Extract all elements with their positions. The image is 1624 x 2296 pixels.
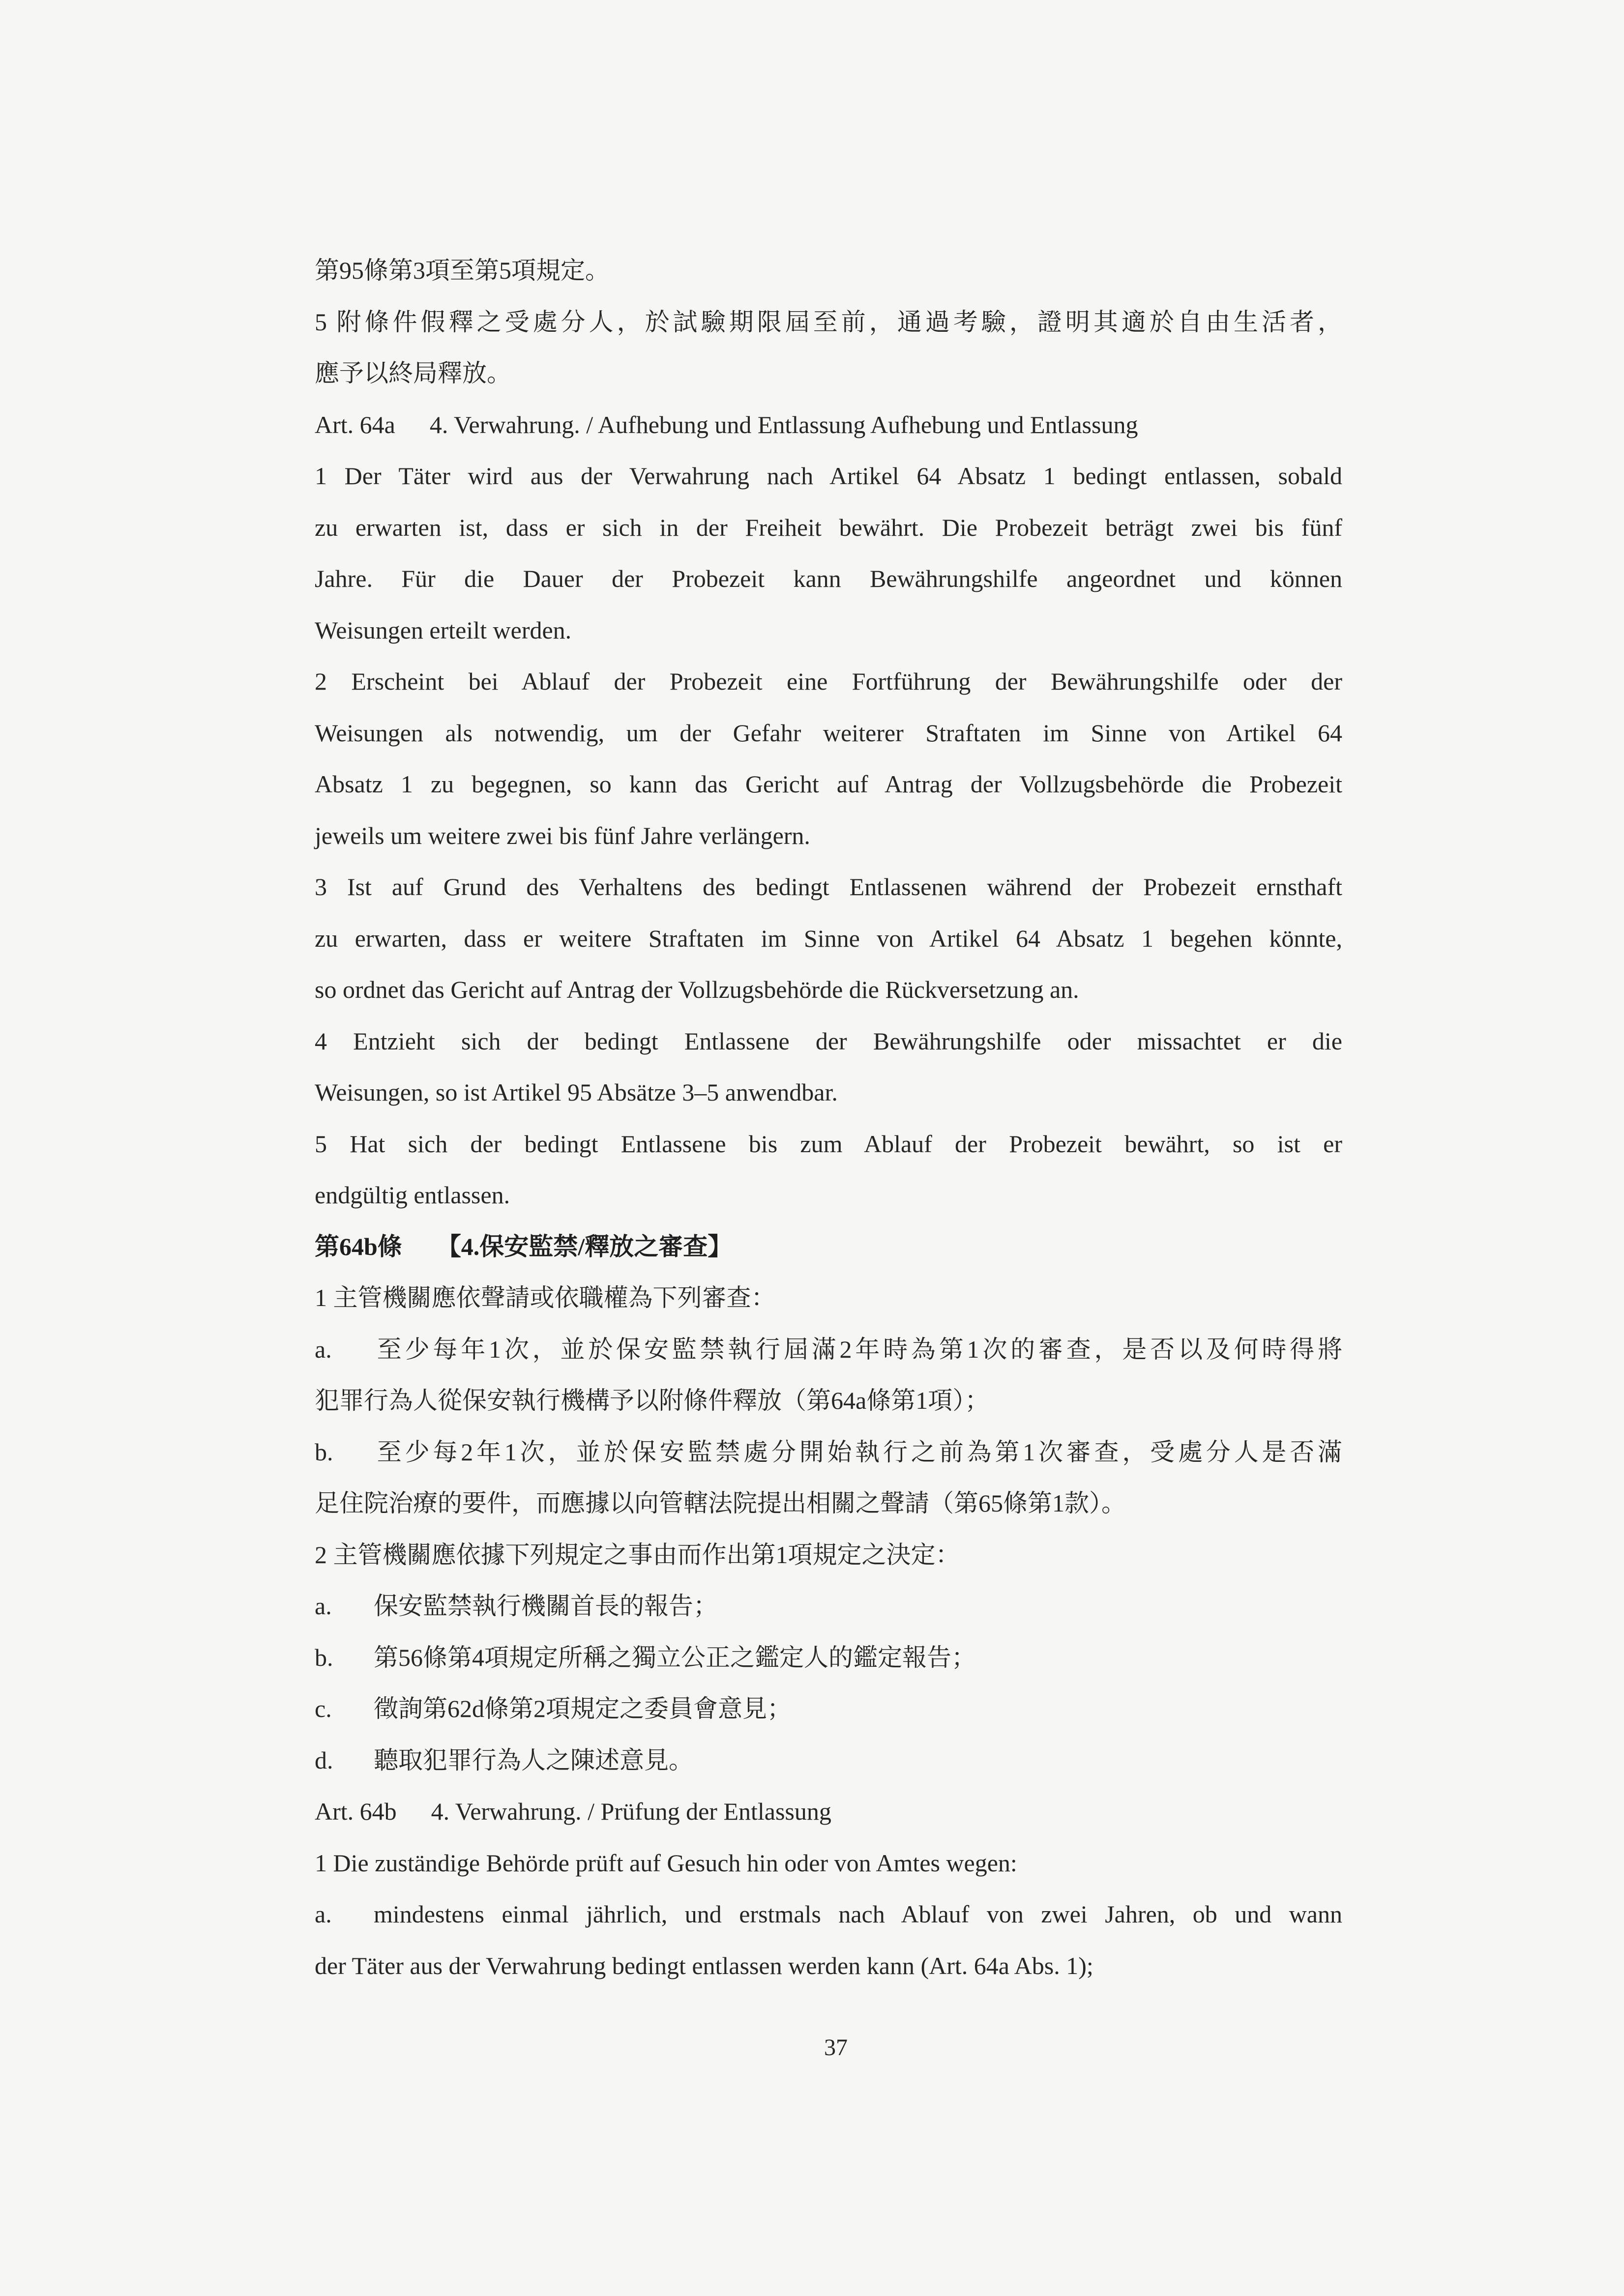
- text-line: 犯罪行為人從保安執行機構予以附條件釋放（第64a條第1項）；: [315, 1387, 990, 1414]
- text-line: 3 Ist auf Grund des Verhaltens des bedingt Entlassenen während der Probezeit ernsthaft: [315, 873, 1342, 901]
- list-item: [315, 1324, 1342, 1375]
- text-line: zu erwarten ist, dass er sich in der Freiheit bewährt. Die Probezeit beträgt zwei bis fünf: [315, 513, 1342, 541]
- list-item: [315, 1580, 1342, 1632]
- text-line: Jahre. Für die Dauer der Probezeit kann Bewährungshilfe angeordnet und können: [315, 565, 1342, 592]
- article-title: 4. Verwahrung. / Aufhebung und Entlassung Aufhebung und Entlassung: [429, 410, 1138, 438]
- text-line: 5 Hat sich der bedingt Entlassene bis zum Ablauf der Probezeit bewährt, so ist er: [315, 1130, 1342, 1158]
- list-item: [315, 1889, 1342, 1940]
- text-line: 1 主管機關應依聲請或依職權為下列審查：: [315, 1284, 776, 1311]
- text-line: 2 主管機關應依據下列規定之事由而作出第1項規定之決定：: [315, 1540, 960, 1569]
- list-item-text: 聽取犯罪行為人之陳述意見。: [374, 1746, 693, 1774]
- article-title: 【4.保安監禁/釋放之審查】: [436, 1232, 733, 1260]
- page-number: 37: [824, 2034, 848, 2061]
- article-title: 4. Verwahrung. / Prüfung der Entlassung: [431, 1798, 831, 1825]
- text-line: Absatz 1 zu begegnen, so kann das Gericht auf Antrag der Vollzugsbehörde die Probezeit: [315, 770, 1342, 798]
- text-line: Weisungen als notwendig, um der Gefahr weiterer Straftaten im Sinne von Artikel 64: [315, 719, 1342, 747]
- article-number: Art. 64b: [315, 1798, 397, 1825]
- text-line: 2 Erscheint bei Ablauf der Probezeit eine Fortführung der Bewährungshilfe oder der: [315, 668, 1342, 695]
- list-item-letter: a.: [315, 1592, 332, 1620]
- article-heading: [315, 399, 1342, 451]
- list-item-letter: a.: [315, 1335, 332, 1363]
- text-line: Weisungen, so ist Artikel 95 Absätze 3–5 anwendbar.: [315, 1078, 838, 1106]
- list-item-letter: c.: [315, 1695, 332, 1722]
- text-line: Weisungen erteilt werden.: [315, 616, 572, 644]
- article-heading-bold: [315, 1221, 1342, 1273]
- list-item: [315, 1632, 1342, 1684]
- text-line: 應予以終局釋放。: [315, 359, 511, 387]
- list-item-text: 第56條第4項規定所稱之獨立公正之鑑定人的鑑定報告；: [374, 1643, 976, 1671]
- list-item-letter: b.: [315, 1643, 333, 1671]
- list-item: [315, 1426, 1342, 1478]
- list-item-letter: d.: [315, 1746, 333, 1774]
- list-item-text: 徵詢第62d條第2項規定之委員會意見；: [374, 1695, 792, 1722]
- list-item-text: 至少每2年1次，並於保安監禁處分開始執行之前為第1次審查，受處分人是否滿: [374, 1438, 1342, 1466]
- list-item: [315, 1683, 1342, 1735]
- article-number: Art. 64a: [315, 410, 395, 438]
- article-number: 第64b條: [315, 1232, 402, 1260]
- text-line: 第95條第3項至第5項規定。: [315, 257, 610, 284]
- article-heading: [315, 1786, 1342, 1837]
- list-item-text: 至少每年1次，並於保安監禁執行屆滿2年時為第1次的審查，是否以及何時得將: [374, 1335, 1342, 1363]
- text-line: endgültig entlassen.: [315, 1181, 510, 1209]
- list-item-text: 保安監禁執行機關首長的報告；: [374, 1592, 718, 1620]
- text-line: 1 Der Täter wird aus der Verwahrung nach Artikel 64 Absatz 1 bedingt entlassen, sobald: [315, 462, 1342, 490]
- list-item-letter: b.: [315, 1438, 333, 1466]
- list-item-text: mindestens einmal jährlich, und erstmals nach Ablauf von zwei Jahren, ob und wann: [374, 1900, 1342, 1928]
- text-line: so ordnet das Gericht auf Antrag der Vollzugsbehörde die Rückversetzung an.: [315, 976, 1079, 1003]
- text-line: jeweils um weitere zwei bis fünf Jahre verlängern.: [315, 821, 810, 849]
- list-item: [315, 1735, 1342, 1786]
- text-line: 5 附條件假釋之受處分人，於試驗期限屆至前，通過考驗，證明其適於自由生活者，: [315, 308, 1342, 336]
- text-line: zu erwarten, dass er weitere Straftaten im Sinne von Artikel 64 Absatz 1 begehen könnte,: [315, 924, 1342, 952]
- text-line: der Täter aus der Verwahrung bedingt entlassen werden kann (Art. 64a Abs. 1);: [315, 1951, 1093, 1979]
- text-line: 1 Die zuständige Behörde prüft auf Gesuch hin oder von Amtes wegen:: [315, 1849, 1017, 1877]
- text-line: 4 Entzieht sich der bedingt Entlassene der Bewährungshilfe oder missachtet er die: [315, 1027, 1342, 1055]
- list-item-letter: a.: [315, 1900, 332, 1928]
- text-line: 足住院治療的要件，而應據以向管轄法院提出相關之聲請（第65條第1款）。: [315, 1489, 1126, 1517]
- page-body-text: [315, 245, 1342, 1991]
